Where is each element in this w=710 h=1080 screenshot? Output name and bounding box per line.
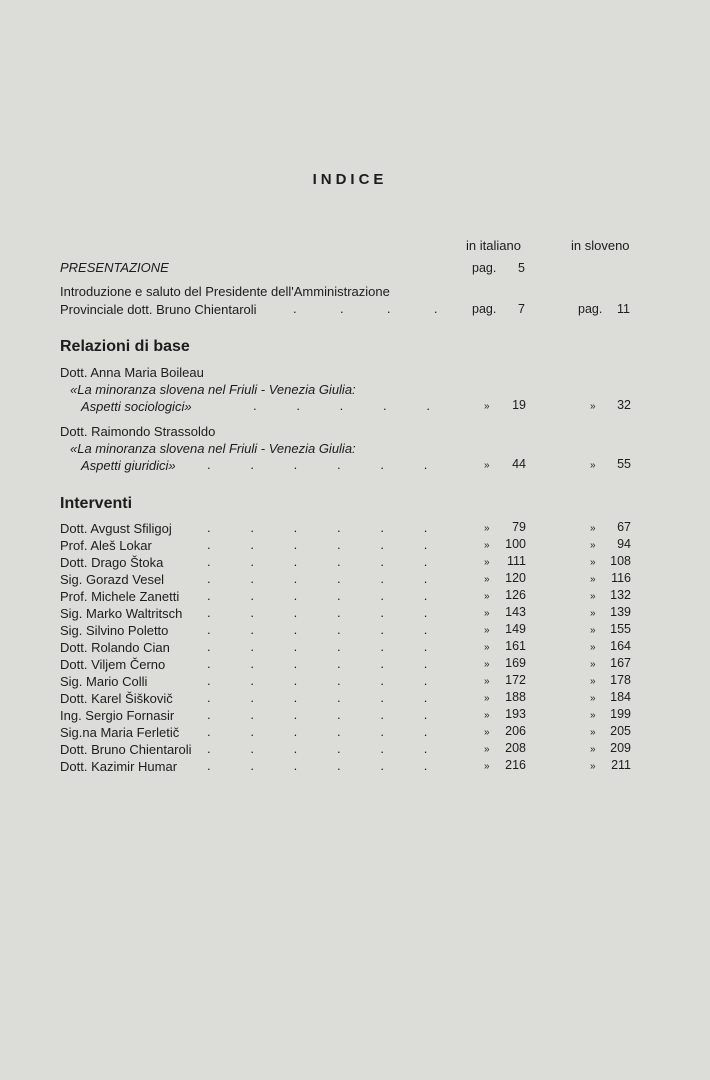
- intervento-name: Sig.na Maria Ferletič: [60, 725, 180, 740]
- intervento-it-page: 172: [505, 673, 526, 687]
- presentazione-it-page: 5: [518, 261, 525, 275]
- intervento-name: Dott. Rolando Cian: [60, 640, 170, 655]
- intervento-sl-page: 155: [610, 622, 631, 636]
- ditto-mark: »: [590, 693, 596, 704]
- section-heading-interventi: Interventi: [60, 495, 133, 512]
- leader-dots: . . . . . .: [207, 707, 428, 722]
- introduzione-sl-page: 11: [617, 302, 630, 316]
- leader-dots: . . . . . .: [207, 656, 428, 671]
- ditto-mark: »: [484, 676, 490, 687]
- intervento-sl-page: 184: [610, 690, 631, 704]
- section-heading-relazioni: Relazioni di base: [60, 338, 190, 355]
- ditto-mark: »: [484, 540, 490, 551]
- ditto-mark: »: [590, 540, 596, 551]
- ditto-mark: »: [484, 744, 490, 755]
- intervento-sl-page: 164: [610, 639, 631, 653]
- intervento-name: Sig. Mario Colli: [60, 674, 148, 689]
- intervento-name: Dott. Karel Šiškovič: [60, 691, 173, 706]
- intervento-it-page: 208: [505, 741, 526, 755]
- relazione-author: Dott. Anna Maria Boileau: [60, 365, 204, 380]
- intervento-it-page: 120: [505, 571, 526, 585]
- ditto-mark: »: [484, 693, 490, 704]
- intervento-sl-page: 108: [610, 554, 631, 568]
- ditto-mark: »: [484, 574, 490, 585]
- leader-dots: . . . . . .: [207, 741, 428, 756]
- introduzione-line2: Provinciale dott. Bruno Chientaroli: [60, 302, 257, 317]
- intervento-it-page: 193: [505, 707, 526, 721]
- page-title: INDICE: [312, 171, 388, 188]
- intervento-it-page: 188: [505, 690, 526, 704]
- intervento-name: Ing. Sergio Fornasir: [60, 708, 175, 723]
- relazione-it-page: 44: [512, 457, 526, 471]
- introduzione-it-page: 7: [518, 302, 525, 316]
- intervento-it-page: 169: [505, 656, 526, 670]
- ditto-mark: »: [484, 557, 490, 568]
- ditto-mark: »: [590, 557, 596, 568]
- intervento-sl-page: 167: [610, 656, 631, 670]
- relazione-sl-page: 32: [617, 398, 631, 412]
- leader-dots: . . . . . .: [207, 622, 428, 637]
- presentazione-it-prefix: pag.: [472, 261, 497, 275]
- ditto-mark: »: [484, 523, 490, 534]
- leader-dots: . . . . . .: [207, 605, 428, 620]
- intervento-name: Prof. Aleš Lokar: [60, 538, 152, 553]
- intervento-name: Dott. Drago Štoka: [60, 555, 164, 570]
- ditto-mark: »: [590, 710, 596, 721]
- intervento-name: Dott. Viljem Černo: [60, 657, 166, 672]
- ditto-mark: »: [484, 727, 490, 738]
- intervento-sl-page: 199: [610, 707, 631, 721]
- ditto-mark: »: [590, 574, 596, 585]
- intervento-it-page: 100: [505, 537, 526, 551]
- ditto-mark: »: [484, 659, 490, 670]
- ditto-mark: »: [484, 591, 490, 602]
- ditto-mark: »: [590, 523, 596, 534]
- ditto-mark: »: [484, 401, 490, 412]
- intervento-sl-page: 209: [610, 741, 631, 755]
- ditto-mark: »: [484, 460, 490, 471]
- relazione-title-line2: Aspetti giuridici»: [81, 458, 176, 473]
- relazione-title-line2: Aspetti sociologici»: [81, 399, 192, 414]
- ditto-mark: »: [484, 710, 490, 721]
- intervento-it-page: 79: [512, 520, 526, 534]
- relazione-it-page: 19: [512, 398, 526, 412]
- leader-dots: . . . . . .: [207, 537, 428, 552]
- intervento-it-page: 206: [505, 724, 526, 738]
- intervento-name: Prof. Michele Zanetti: [60, 589, 180, 604]
- ditto-mark: »: [590, 676, 596, 687]
- intervento-sl-page: 116: [611, 571, 631, 585]
- leader-dots: . . . . . .: [207, 673, 428, 688]
- ditto-mark: »: [590, 727, 596, 738]
- intervento-it-page: 143: [505, 605, 526, 619]
- introduzione-it-prefix: pag.: [472, 302, 497, 316]
- leader-dots: . . . . . .: [207, 639, 428, 654]
- ditto-mark: »: [590, 761, 596, 772]
- leader-dots: . . . . . .: [207, 588, 428, 603]
- column-header-italian: in italiano: [466, 238, 521, 253]
- ditto-mark: »: [590, 744, 596, 755]
- intervento-sl-page: 178: [610, 673, 631, 687]
- intervento-name: Dott. Avgust Sfiligoj: [60, 521, 172, 536]
- intervento-name: Sig. Silvino Poletto: [60, 623, 169, 638]
- ditto-mark: »: [590, 659, 596, 670]
- presentazione-label: PRESENTAZIONE: [60, 260, 169, 275]
- intervento-it-page: 111: [506, 554, 526, 568]
- ditto-mark: »: [484, 608, 490, 619]
- intervento-name: Dott. Kazimir Humar: [60, 759, 178, 774]
- leader-dots: . . . . .: [253, 398, 430, 413]
- intervento-sl-page: 139: [610, 605, 631, 619]
- intervento-sl-page: 132: [610, 588, 631, 602]
- relazione-sl-page: 55: [617, 457, 631, 471]
- intervento-it-page: 149: [505, 622, 526, 636]
- leader-dots: . . . . . .: [207, 724, 428, 739]
- ditto-mark: »: [590, 460, 596, 471]
- intervento-sl-page: 67: [617, 520, 631, 534]
- intervento-name: Dott. Bruno Chientaroli: [60, 742, 192, 757]
- relazione-author: Dott. Raimondo Strassoldo: [60, 424, 216, 439]
- ditto-mark: »: [590, 608, 596, 619]
- ditto-mark: »: [590, 591, 596, 602]
- leader-dots: . . . . . .: [207, 690, 428, 705]
- leader-dots: . . . . . .: [207, 571, 428, 586]
- ditto-mark: »: [484, 642, 490, 653]
- column-header-slovene: in sloveno: [571, 238, 630, 253]
- intervento-sl-page: 205: [610, 724, 631, 738]
- intervento-sl-page: 211: [611, 758, 631, 772]
- leader-dots: . . . . . .: [207, 457, 428, 472]
- intervento-name: Sig. Marko Waltritsch: [60, 606, 183, 621]
- relazione-title-line1: «La minoranza slovena nel Friuli - Venezia Giulia:: [70, 382, 356, 397]
- leader-dots: . . . . . .: [207, 520, 428, 535]
- introduzione-sl-prefix: pag.: [578, 302, 603, 316]
- leader-dots: . . . . . .: [207, 554, 428, 569]
- leader-dots: . . . . . .: [207, 758, 428, 773]
- ditto-mark: »: [590, 642, 596, 653]
- ditto-mark: »: [590, 625, 596, 636]
- ditto-mark: »: [484, 761, 490, 772]
- ditto-mark: »: [590, 401, 596, 412]
- ditto-mark: »: [484, 625, 490, 636]
- intervento-it-page: 161: [505, 639, 526, 653]
- introduzione-line1: Introduzione e saluto del Presidente dell'Amministrazione: [60, 284, 390, 299]
- relazione-title-line1: «La minoranza slovena nel Friuli - Venezia Giulia:: [70, 441, 356, 456]
- intervento-name: Sig. Gorazd Vesel: [60, 572, 165, 587]
- leader-dots: . . . .: [293, 301, 438, 316]
- intervento-sl-page: 94: [617, 537, 631, 551]
- intervento-it-page: 126: [505, 588, 526, 602]
- intervento-it-page: 216: [505, 758, 526, 772]
